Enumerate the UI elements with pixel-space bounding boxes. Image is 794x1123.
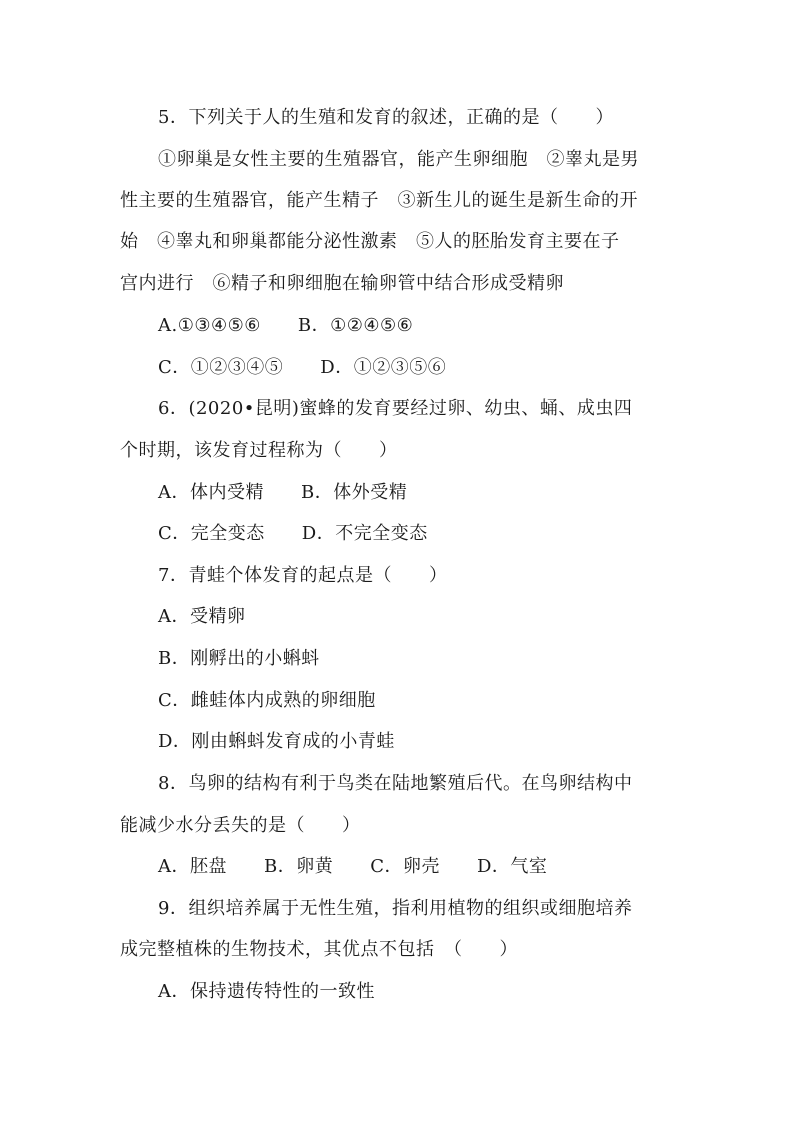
question-7-stem: 7．青蛙个体发育的起点是（ ） bbox=[158, 565, 448, 586]
question-5-statement-line-2: 性主要的生殖器官，能产生精子 ③新生儿的诞生是新生命的开 bbox=[120, 190, 638, 211]
question-5-options-ab: A.①③④⑤⑥ B．①②④⑤⑥ bbox=[158, 315, 414, 336]
question-5-statement-line-4: 宫内进行 ⑥精子和卵细胞在输卵管中结合形成受精卵 bbox=[120, 273, 564, 294]
question-5-stem: 5．下列关于人的生殖和发育的叙述，正确的是（ ） bbox=[158, 107, 614, 128]
question-9-option-a: A．保持遗传特性的一致性 bbox=[158, 981, 375, 1002]
question-9-stem-line-2: 成完整植株的生物技术，其优点不包括 （ ） bbox=[120, 939, 518, 960]
question-6-stem-line-2: 个时期，该发育过程称为（ ） bbox=[120, 440, 398, 461]
question-8-stem-line-2: 能减少水分丢失的是（ ） bbox=[120, 815, 361, 836]
question-8-options: A．胚盘 B．卵黄 C．卵壳 D．气室 bbox=[158, 856, 548, 877]
question-5-options-cd: C．①②③④⑤ D．①②③⑤⑥ bbox=[158, 357, 447, 378]
question-7-option-a: A．受精卵 bbox=[158, 606, 246, 627]
question-7-option-d: D．刚由蝌蚪发育成的小青蛙 bbox=[158, 731, 395, 752]
question-7-option-c: C．雌蛙体内成熟的卵细胞 bbox=[158, 690, 376, 711]
question-6-options-cd: C．完全变态 D．不完全变态 bbox=[158, 523, 428, 544]
question-5-statement-line-1: ①卵巢是女性主要的生殖器官，能产生卵细胞 ②睾丸是男 bbox=[158, 149, 639, 170]
question-6-stem-line-1: 6．(2020•昆明)蜜蜂的发育要经过卵、幼虫、蛹、成虫四 bbox=[158, 398, 633, 419]
question-5-statement-line-3: 始 ④睾丸和卵巢都能分泌性激素 ⑤人的胚胎发育主要在子 bbox=[120, 231, 620, 252]
question-8-stem-line-1: 8．鸟卵的结构有利于鸟类在陆地繁殖后代。在鸟卵结构中 bbox=[158, 773, 633, 794]
question-6-options-ab: A．体内受精 B．体外受精 bbox=[158, 482, 408, 503]
question-7-option-b: B．刚孵出的小蝌蚪 bbox=[158, 648, 320, 669]
question-9-stem-line-1: 9．组织培养属于无性生殖，指利用植物的组织或细胞培养 bbox=[158, 898, 633, 919]
